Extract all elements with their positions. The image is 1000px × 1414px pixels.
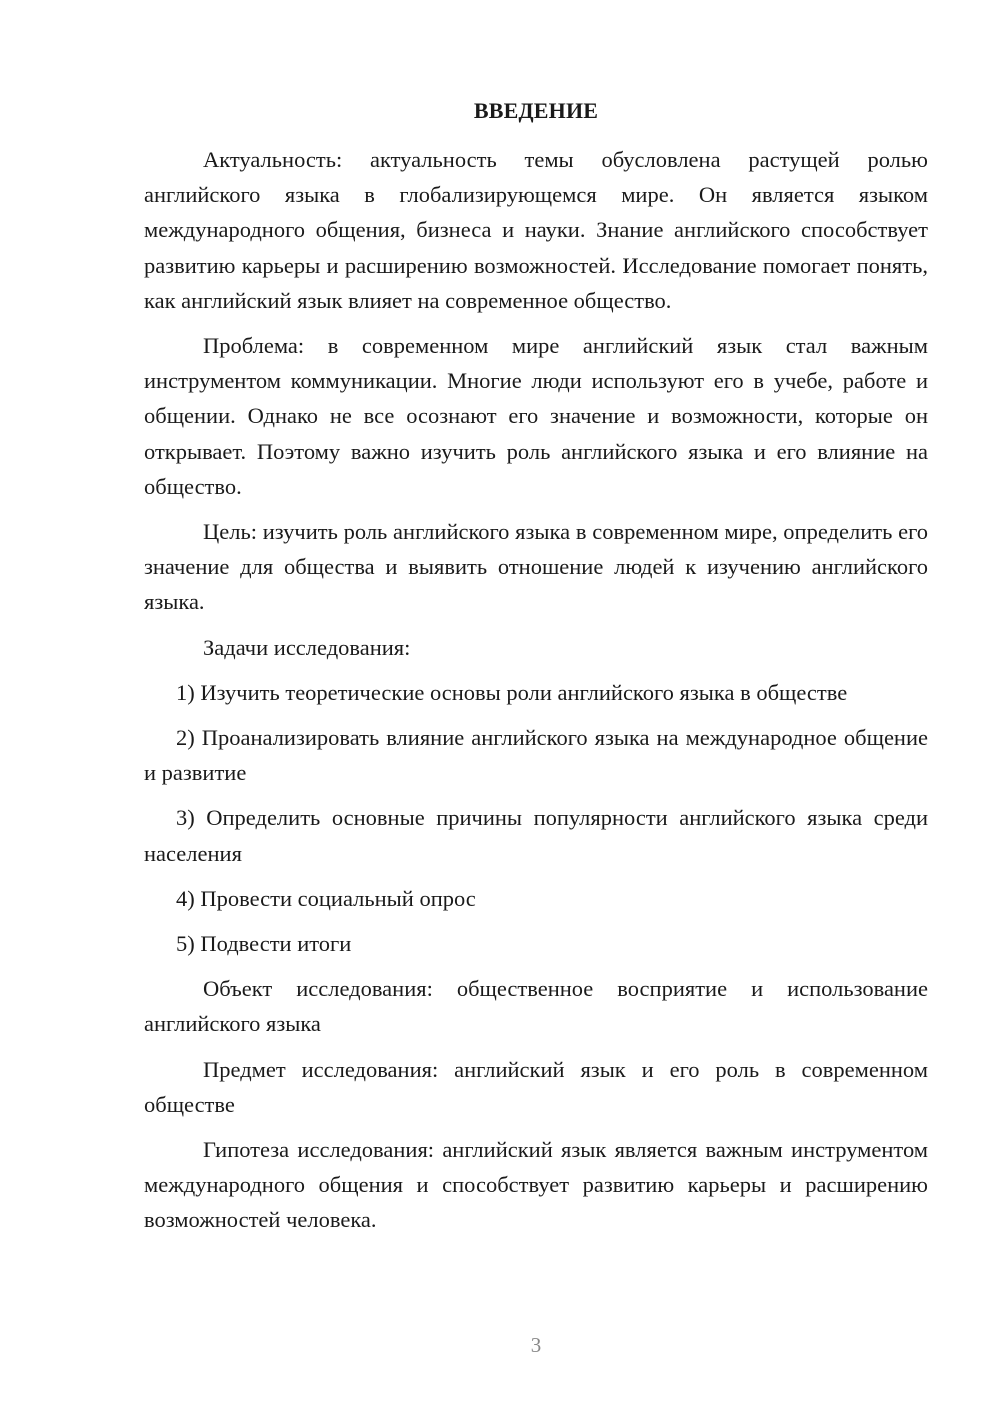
- task-item-3: 3) Определить основные причины популярности английского языка среди населения: [144, 805, 928, 866]
- paragraph-relevance: Актуальность: актуальность темы обусловлена растущей ролью английского языка в глобализирующемся мире. Он является языком международного общения, бизнеса и науки. Знание английского способствует развитию карьеры и расширению возможностей. Исследование помогает понять, как английский язык влияет на современное общество.: [144, 147, 928, 313]
- paragraph-tasks-heading: Задачи исследования:: [203, 634, 411, 660]
- document-body: [144, 142, 928, 1248]
- paragraph-object: Объект исследования: общественное восприятие и использование английского языка: [144, 976, 928, 1037]
- task-item-5: 5) Подвести итоги: [176, 931, 352, 957]
- page-title: ВВЕДЕНИЕ: [473, 98, 599, 123]
- page-number: 3: [530, 1333, 542, 1357]
- task-item-4: 4) Провести социальный опрос: [176, 885, 476, 911]
- task-item-1: 1) Изучить теоретические основы роли английского языка в обществе: [176, 679, 848, 705]
- task-item-2: 2) Проанализировать влияние английского языка на международное общение и развитие: [144, 725, 928, 786]
- paragraph-subject: Предмет исследования: английский язык и его роль в современном обществе: [144, 1056, 928, 1117]
- paragraph-hypothesis: Гипотеза исследования: английский язык является важным инструментом международного общения и способствует развитию карьеры и расширению возможностей человека.: [144, 1137, 928, 1233]
- paragraph-problem: Проблема: в современном мире английский язык стал важным инструментом коммуникации. Многие люди используют его в учебе, работе и общении. Однако не все осознают его значение и возможности, которые он открывает. Поэтому важно изучить роль английского языка и его влияние на общество.: [144, 333, 928, 499]
- paragraph-goal: Цель: изучить роль английского языка в современном мире, определить его значение для общества и выявить отношение людей к изучению английского языка.: [144, 519, 928, 615]
